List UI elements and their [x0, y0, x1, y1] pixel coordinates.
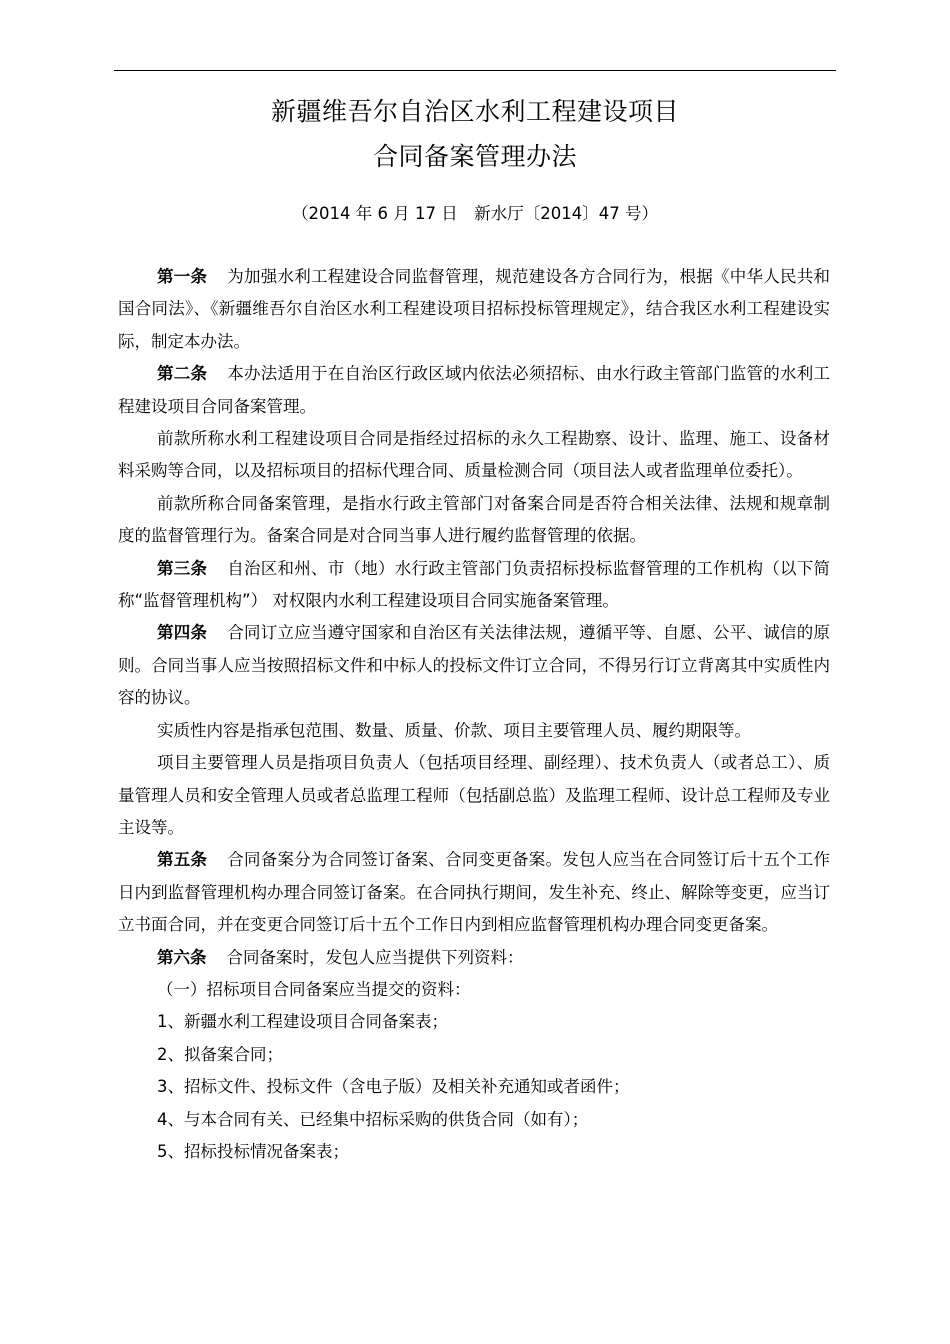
list-item: [118, 1039, 830, 1071]
paragraph: [118, 617, 830, 714]
paragraph-text: 合同订立应当遵守国家和自治区有关法律法规，遵循平等、自愿、公平、诚信的原则。合同当事人应当按照招标文件和中标人的投标文件订立合同，不得另行订立背离其中实质性内容的协议。: [118, 623, 830, 708]
list-item: [118, 1104, 830, 1136]
issue-note: （2014 年 6 月 17 日 新水厅〔2014〕47 号）: [292, 204, 658, 223]
document-body: [118, 261, 830, 1168]
paragraph-text: 4、与本合同有关、已经集中招标采购的供货合同（如有）；: [157, 1109, 589, 1129]
paragraph: [118, 423, 830, 488]
list-item: [118, 1071, 830, 1103]
document-title-line1: 新疆维吾尔自治区水利工程建设项目: [270, 97, 679, 126]
article-label: 第一条: [157, 267, 208, 286]
document-title-line2: 合同备案管理办法: [372, 142, 577, 171]
paragraph-text: 1、新疆水利工程建设项目合同备案表；: [157, 1012, 448, 1032]
paragraph-text: 自治区和州、市（地）水行政主管部门负责招标投标监督管理的工作机构（以下简称“监督管理机构”） 对权限内水利工程建设项目合同实施备案管理。: [118, 558, 830, 611]
list-heading: [118, 974, 830, 1006]
paragraph: [118, 261, 830, 358]
article-label: 第三条: [157, 558, 208, 578]
paragraph-text: 3、招标文件、投标文件（含电子版）及相关补充通知或者函件；: [157, 1077, 630, 1097]
paragraph-text: 为加强水利工程建设合同监督管理，规范建设各方合同行为，根据《中华人民共和国合同法》、《新疆维吾尔自治区水利工程建设项目招标投标管理规定》，结合我区水利工程建设实际，制定本办法。: [118, 267, 830, 351]
list-item: [118, 1006, 830, 1038]
paragraph-text: 合同备案时，发包人应当提供下列资料：: [226, 947, 524, 967]
paragraph-text: 前款所称水利工程建设项目合同是指经过招标的永久工程勘察、设计、监理、施工、设备材料采购等合同，以及招标项目的招标代理合同、质量检测合同（项目法人或者监理单位委托）。: [118, 429, 830, 481]
paragraph: [118, 553, 830, 618]
paragraph: [118, 942, 830, 974]
paragraph-text: （一）招标项目合同备案应当提交的资料：: [157, 979, 471, 999]
paragraph: [118, 844, 830, 941]
paragraph-text: 5、招标投标情况备案表；: [157, 1141, 349, 1161]
paragraph: [118, 747, 830, 844]
paragraph-text: 项目主要管理人员是指项目负责人（包括项目经理、副经理）、技术负责人（或者总工）、质量管理人员和安全管理人员或者总监理工程师（包括副总监）及监理工程师、设计总工程师及专业主设等。: [118, 753, 830, 837]
paragraph: [118, 715, 830, 747]
paragraph-text: 实质性内容是指承包范围、数量、质量、价款、项目主要管理人员、履约期限等。: [157, 720, 751, 740]
list-item: [118, 1136, 830, 1168]
paragraph-text: 前款所称合同备案管理，是指水行政主管部门对备案合同是否符合相关法律、法规和规章制度的监督管理行为。备案合同是对合同当事人进行履约监督管理的依据。: [118, 493, 830, 546]
article-label: 第二条: [157, 364, 208, 384]
paragraph: [118, 358, 830, 423]
article-label: 第四条: [157, 623, 208, 643]
paragraph: [118, 488, 830, 553]
article-label: 第六条: [157, 947, 207, 967]
header-rule: [114, 70, 836, 71]
paragraph-text: 合同备案分为合同签订备案、合同变更备案。发包人应当在合同签订后十五个工作日内到监督管理机构办理合同签订备案。在合同执行期间，发生补充、终止、解除等变更，应当订立书面合同，并在变更合同签订后十五个工作日内到相应监督管理机构办理合同变更备案。: [118, 850, 830, 935]
paragraph-text: 2、拟备案合同；: [157, 1044, 283, 1064]
article-label: 第五条: [157, 850, 208, 870]
paragraph-text: 本办法适用于在自治区行政区域内依法必须招标、由水行政主管部门监管的水利工程建设项目合同备案管理。: [118, 364, 830, 416]
